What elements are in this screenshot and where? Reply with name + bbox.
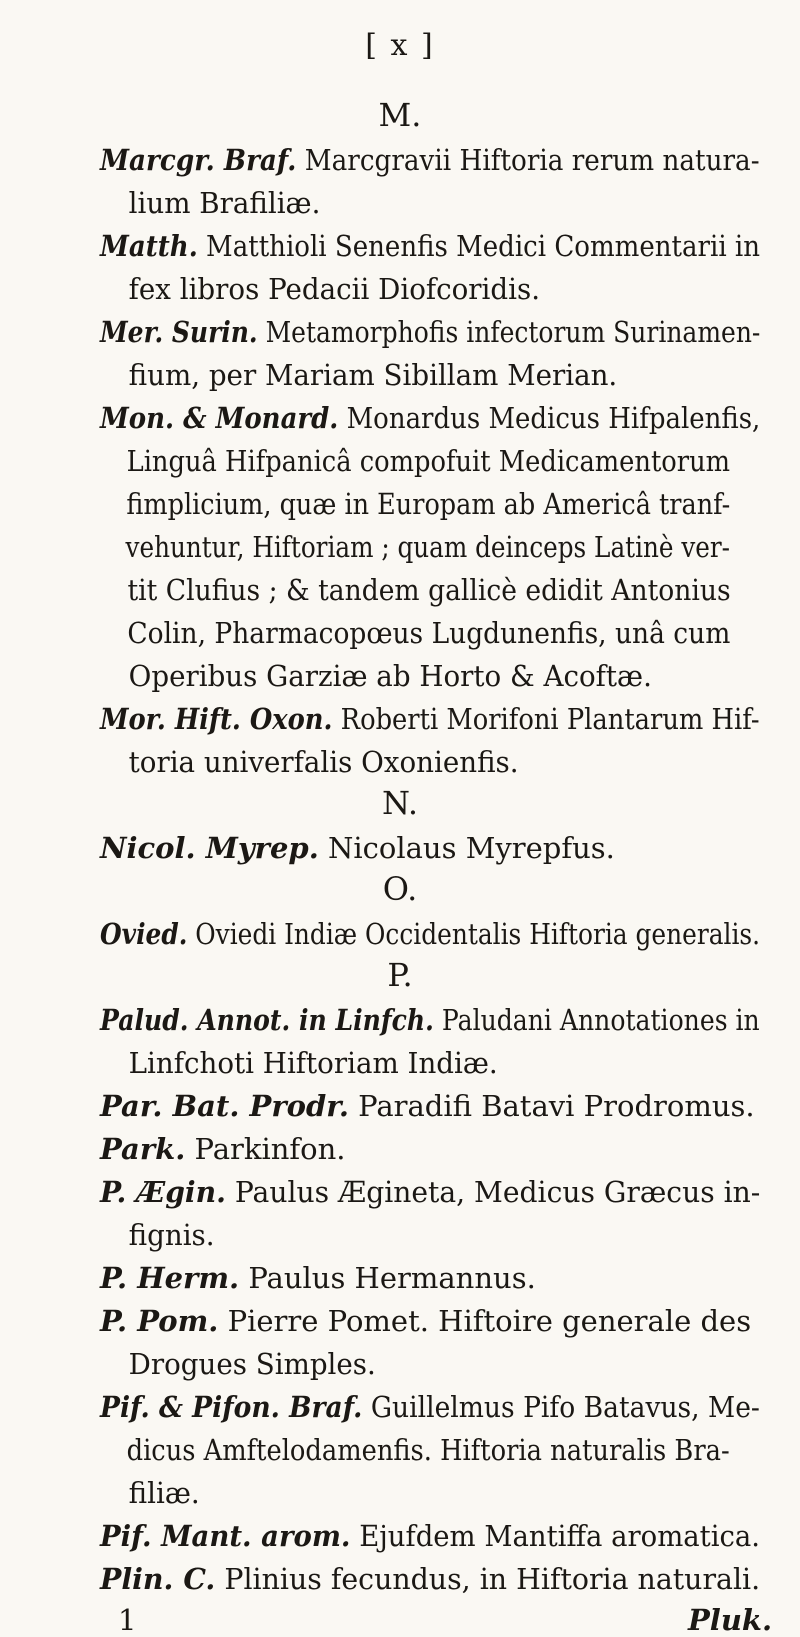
entry-text: Roberti Morifoni Plantarum Hif- xyxy=(332,702,760,736)
entry-text: Paludani Annotationes in xyxy=(433,1003,760,1037)
entry-text: fimplicium, quæ in Europam ab Americâ tranf- xyxy=(126,487,731,521)
signature-mark: 1 xyxy=(118,1603,137,1637)
entry-text: Linguâ Hifpanicâ compofuit Medicamentorum xyxy=(126,444,731,478)
entry-abbreviation: Mor. Hift. Oxon. xyxy=(100,702,333,736)
entry-abbreviation: Mer. Surin. xyxy=(100,315,258,349)
dictionary-entry xyxy=(100,913,760,956)
entry-text: Marcgravii Hiftoria rerum natura- xyxy=(296,143,760,177)
catchword: Pluk. xyxy=(688,1603,773,1637)
entry-text: Ejufdem Mantiffa aromatica. xyxy=(350,1519,761,1553)
page-number-header: [ x ] xyxy=(365,28,435,63)
entry-abbreviation: Pif. Mant. arom. xyxy=(100,1519,351,1553)
section-letter-m: M. xyxy=(378,96,422,134)
entry-text: Paradifi Batavi Prodromus. xyxy=(348,1089,755,1123)
entry-text: Paulus Hermannus. xyxy=(239,1261,536,1295)
entry-abbreviation: Marcgr. Braf. xyxy=(100,143,297,177)
entry-abbreviation: Ovied. xyxy=(100,917,188,951)
entry-text: Guillelmus Pifo Batavus, Me- xyxy=(362,1390,760,1424)
entry-text: Plinius fecundus, in Hiftoria naturali. xyxy=(215,1562,761,1596)
entry-text: Pierre Pomet. Hiftoire generale des xyxy=(218,1304,752,1338)
entry-text: vehuntur, Hiftoriam ; quam deinceps Latinè ver- xyxy=(125,530,731,564)
dictionary-entry xyxy=(100,698,760,784)
entry-abbreviation: Nicol. Myrep. xyxy=(100,831,319,865)
entry-abbreviation: Plin. C. xyxy=(100,1562,216,1596)
entry-text: Linfchoti Hiftoriam Indiæ. xyxy=(128,1046,498,1080)
dictionary-entry xyxy=(100,827,760,870)
dictionary-entry xyxy=(100,1386,760,1515)
entry-text: dicus Amftelodamenfis. Hiftoria naturalis Bra- xyxy=(126,1433,730,1467)
dictionary-entry xyxy=(100,1558,760,1601)
entry-text: Drogues Simples. xyxy=(128,1347,376,1381)
entry-text: filiæ. xyxy=(128,1476,200,1510)
entry-text: fium, per Mariam Sibillam Merian. xyxy=(128,358,618,392)
entry-abbreviation: P. Pom. xyxy=(100,1304,219,1338)
entry-abbreviation: Park. xyxy=(100,1132,186,1166)
dictionary-entry xyxy=(100,1085,760,1128)
entry-text: Colin, Pharmacopœus Lugdunenfis, unâ cum xyxy=(127,616,731,650)
dictionary-entry xyxy=(100,1171,760,1257)
entry-text: Parkinfon. xyxy=(185,1132,346,1166)
dictionary-entry xyxy=(100,1128,760,1171)
entry-abbreviation: Par. Bat. Prodr. xyxy=(100,1089,349,1123)
dictionary-entry xyxy=(100,311,760,397)
entry-text: Metamorphofis infectorum Surinamen- xyxy=(257,315,761,349)
entry-abbreviation: P. Ægin. xyxy=(100,1175,226,1209)
entry-abbreviation: Palud. Annot. in Linfch. xyxy=(100,1003,434,1037)
entry-abbreviation: Mon. & Monard. xyxy=(100,401,339,435)
entry-text: lium Brafiliæ. xyxy=(128,186,321,220)
entry-text: Nicolaus Myrepfus. xyxy=(318,831,615,865)
dictionary-entry xyxy=(100,139,760,225)
entry-abbreviation: Pif. & Pifon. Braf. xyxy=(100,1390,363,1424)
entry-text: Matthioli Senenfis Medici Commentarii in xyxy=(197,229,761,263)
entry-text: fignis. xyxy=(128,1218,215,1252)
section-letter-n: N. xyxy=(381,784,419,822)
dictionary-entry xyxy=(100,1515,760,1558)
dictionary-entry xyxy=(100,1300,760,1386)
entry-abbreviation: P. Herm. xyxy=(100,1261,240,1295)
section-letter-o: O. xyxy=(382,870,418,908)
entry-text: Monardus Medicus Hifpalenfis, xyxy=(338,401,761,435)
dictionary-entry xyxy=(100,225,760,311)
entry-text: Paulus Ægineta, Medicus Græcus in- xyxy=(225,1175,761,1209)
dictionary-entry xyxy=(100,397,760,698)
entry-text: tit Clufius ; & tandem gallicè edidit Antonius xyxy=(127,573,731,607)
entry-text: Oviedi Indiæ Occidentalis Hiftoria generalis. xyxy=(187,917,761,951)
entry-text: Operibus Garziæ ab Horto & Acoftæ. xyxy=(128,659,652,693)
entry-abbreviation: Matth. xyxy=(100,229,198,263)
dictionary-entry xyxy=(100,1257,760,1300)
entry-text: fex libros Pedacii Diofcoridis. xyxy=(128,272,541,306)
dictionary-entry xyxy=(100,999,760,1085)
entry-text: toria univerfalis Oxonienfis. xyxy=(128,745,519,779)
section-letter-p: P. xyxy=(387,956,413,994)
